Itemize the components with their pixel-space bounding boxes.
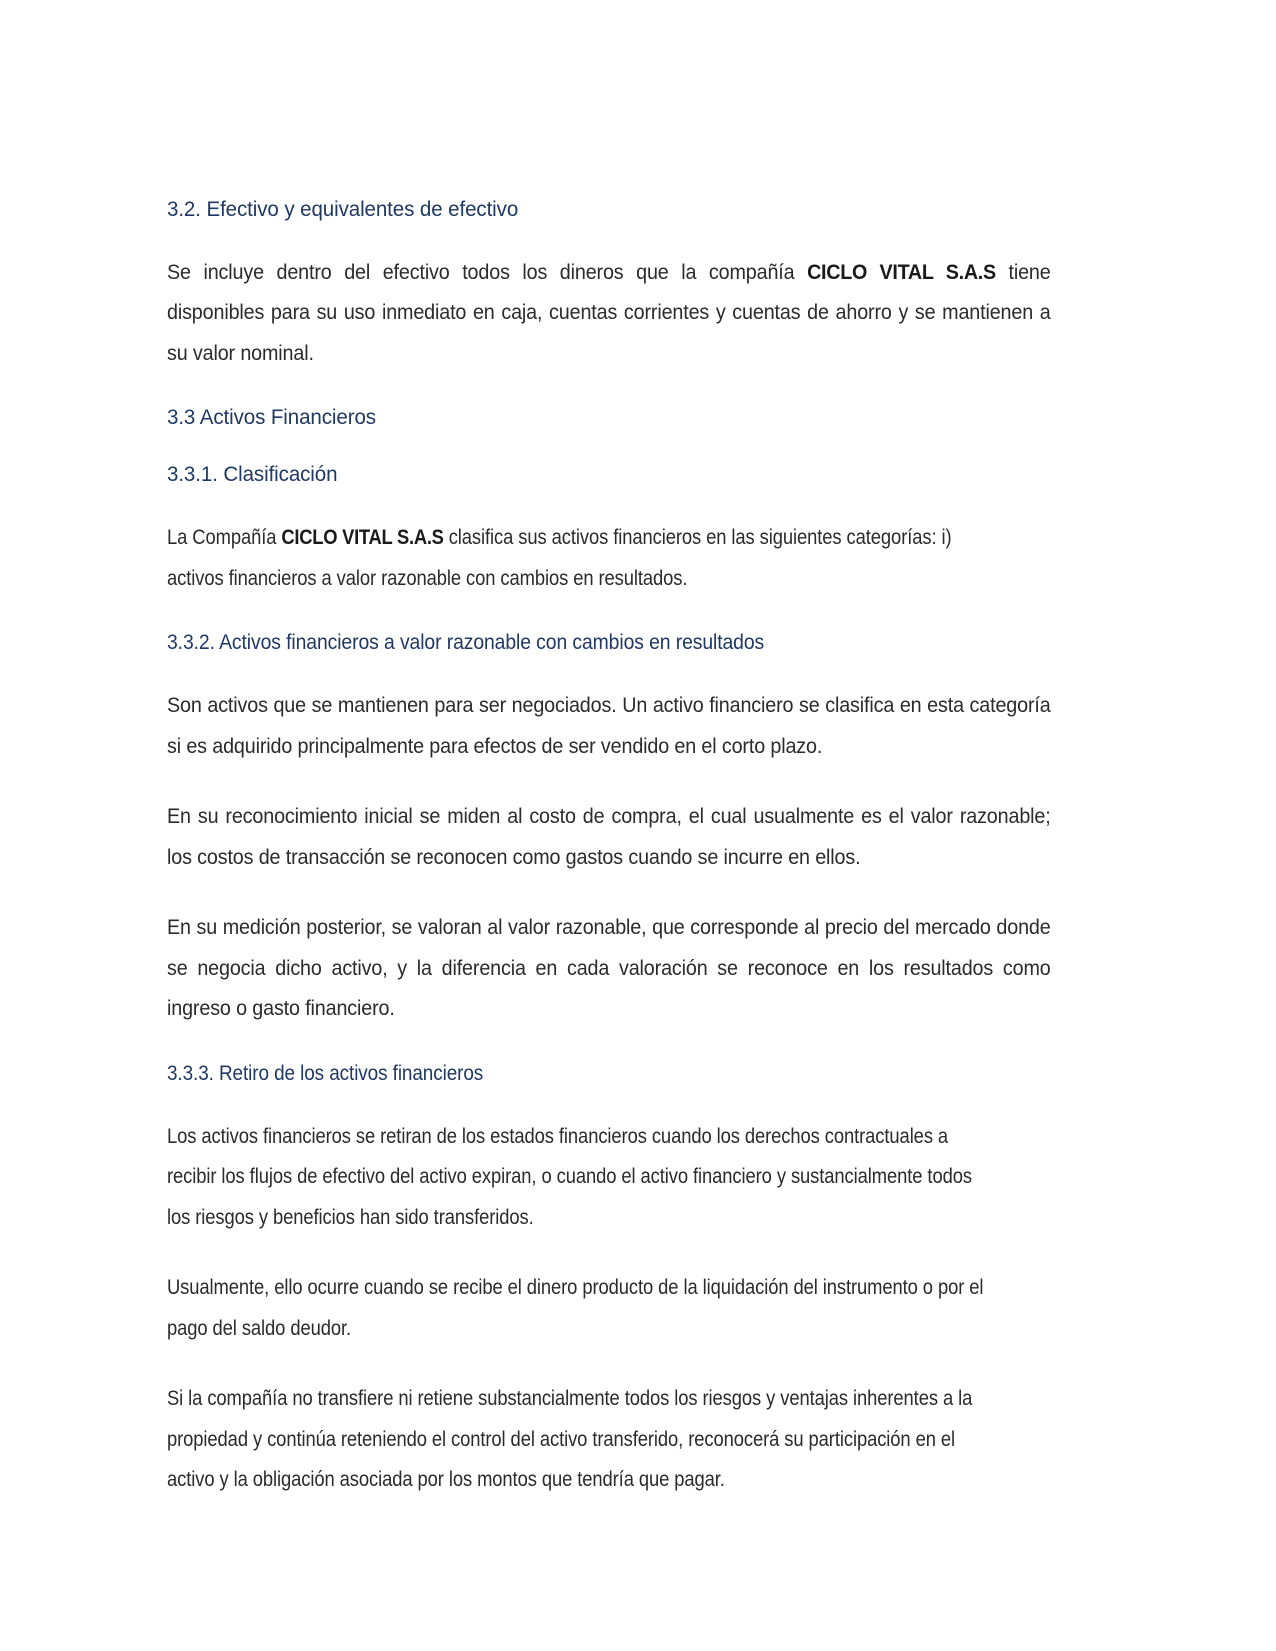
paragraph-control-transferido: Si la compañía no transfiere ni retiene substancialmente todos los riesgos y ventajas inherentes a la propiedad y continúa reteniendo el control del activo transferido, reconocerá su participación en el activo y la obligación asociada por los montos que tendría que pagar. (167, 1387, 973, 1492)
document-content (167, 196, 1107, 1501)
paragraph-medicion-posterior: En su medición posterior, se valoran al valor razonable, que corresponde al precio del mercado donde se negocia dicho activo, y la diferencia en cada valoración se reconoce en los resultados como ingreso o gasto financiero. (167, 916, 1051, 1021)
section-heading-3-2: 3.2. Efectivo y equivalentes de efectivo (167, 197, 519, 221)
section-heading-3-3-3: 3.3.3. Retiro de los activos financieros (167, 1060, 484, 1085)
paragraph-efectivo-rest: tiene disponibles para su uso inmediato en caja, cuentas corrientes y cuentas de ahorro y se mantienen a su valor nominal. (167, 260, 1051, 365)
paragraph-clasificacion (167, 518, 990, 599)
section-heading-3-3-2: 3.3.2. Activos financieros a valor razonable con cambios en resultados (167, 630, 765, 655)
paragraph-liquidacion: Usualmente, ello ocurre cuando se recibe el dinero producto de la liquidación del instrumento o por el pago del saldo deudor. (167, 1276, 984, 1340)
paragraph-activos-negociados: Son activos que se mantienen para ser negociados. Un activo financiero se clasifica en esta categoría si es adquirido principalmente para efectos de ser vendido en el corto plazo. (167, 694, 1051, 758)
section-heading-3-3-1: 3.3.1. Clasificación (167, 462, 338, 487)
paragraph-clasificacion-rest: clasifica sus activos financieros en las siguientes categorías: i) activos financieros a valor razonable con cambios en resultados. (167, 526, 952, 590)
paragraph-efectivo-lead: Se incluye dentro del efectivo todos los dineros que la compañía (167, 260, 808, 284)
paragraph-reconocimiento-inicial: En su reconocimiento inicial se miden al costo de compra, el cual usualmente es el valor razonable; los costos de transacción se reconocen como gastos cuando se incurre en ellos. (167, 805, 1051, 869)
paragraph-clasificacion-lead: La Compañía (167, 526, 282, 550)
company-name-bold: CICLO VITAL S.A.S (281, 526, 444, 550)
paragraph-retiro-activos: Los activos financieros se retiran de los estados financieros cuando los derechos contractuales a recibir los flujos de efectivo del activo expiran, o cuando el activo financiero y sustancialmente todos los riesgos y beneficios han sido transferidos. (167, 1124, 972, 1229)
section-heading-3-3: 3.3 Activos Financieros (167, 405, 376, 430)
paragraph-efectivo (167, 253, 1051, 375)
company-name-bold: CICLO VITAL S.A.S (807, 260, 996, 284)
